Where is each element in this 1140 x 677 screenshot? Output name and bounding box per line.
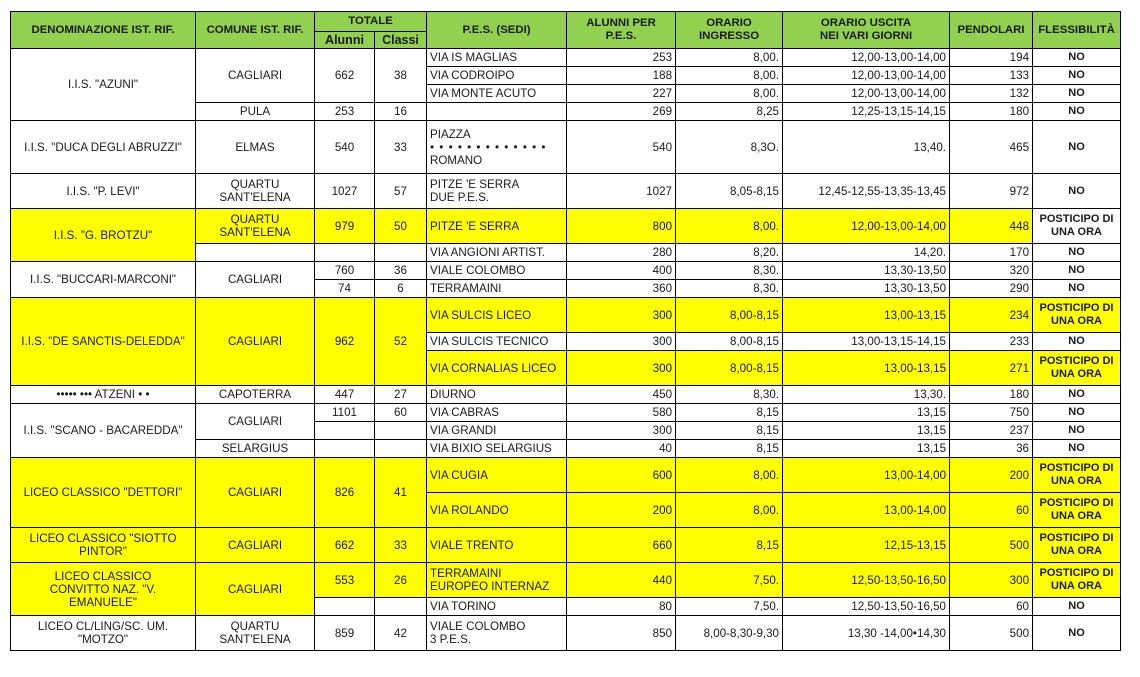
pendolari: 200 [950, 458, 1033, 493]
flessibilita: NO [1033, 174, 1121, 209]
alunni-total: 979 [315, 209, 375, 244]
table-row [11, 298, 1121, 333]
ingresso: 8,00-8,15 [676, 351, 783, 386]
flessibilita: NO [1033, 49, 1121, 67]
pes: VIA BIXIO SELARGIUS [427, 440, 567, 458]
institute-name: ••••• ••• ATZENI • • [11, 386, 196, 404]
classi [375, 422, 427, 440]
alunni-pes: 300 [567, 351, 676, 386]
pendolari: 60 [950, 493, 1033, 528]
table-row [11, 616, 1121, 651]
pendolari: 448 [950, 209, 1033, 244]
alunni-total: 662 [315, 49, 375, 103]
comune: PULA [196, 103, 315, 121]
flessibilita: POSTICIPO DI UNA ORA [1033, 351, 1121, 386]
schools-table-container [10, 11, 1121, 651]
ingresso: 8,00-8,15 [676, 333, 783, 351]
alunni-total: 760 [315, 262, 375, 280]
uscita: 13,40. [783, 121, 950, 174]
pendolari: 271 [950, 351, 1033, 386]
comune: CAGLIARI [196, 563, 315, 616]
table-row [11, 262, 1121, 280]
alunni-pes: 540 [567, 121, 676, 174]
flessibilita: POSTICIPO DI UNA ORA [1033, 209, 1121, 244]
pes: VIA IS MAGLIAS [427, 49, 567, 67]
flessibilita: POSTICIPO DI UNA ORA [1033, 458, 1121, 493]
ingresso: 8,00. [676, 458, 783, 493]
comune: CAGLIARI [196, 49, 315, 103]
flessibilita: NO [1033, 598, 1121, 616]
institute-name: I.I.S. "G. BROTZU" [11, 209, 196, 262]
alunni-pes: 280 [567, 244, 676, 262]
classi [375, 440, 427, 458]
alunni-pes: 300 [567, 422, 676, 440]
comune: CAGLIARI [196, 404, 315, 440]
table-row [11, 174, 1121, 209]
pendolari: 132 [950, 85, 1033, 103]
pendolari: 500 [950, 528, 1033, 563]
institute-name: I.I.S. "P. LEVI" [11, 174, 196, 209]
flessibilita: NO [1033, 422, 1121, 440]
flessibilita: NO [1033, 262, 1121, 280]
classi: 27 [375, 386, 427, 404]
ingresso: 8,25 [676, 103, 783, 121]
pendolari: 750 [950, 404, 1033, 422]
table-row [11, 209, 1121, 244]
pes: VIA CUGIA [427, 458, 567, 493]
table-row [11, 563, 1121, 598]
flessibilita: POSTICIPO DI UNA ORA [1033, 563, 1121, 598]
institute-name: I.I.S. "AZUNI" [11, 49, 196, 121]
pendolari: 234 [950, 298, 1033, 333]
uscita: 13,30-13,50 [783, 280, 950, 298]
pes: VIA SULCIS LICEO [427, 298, 567, 333]
uscita: 13,00-14,00 [783, 493, 950, 528]
pes: VIALE TRENTO [427, 528, 567, 563]
institute-name: LICEO CLASSICO "SIOTTO PINTOR" [11, 528, 196, 563]
classi: 6 [375, 280, 427, 298]
comune: CAGLIARI [196, 262, 315, 298]
pendolari: 290 [950, 280, 1033, 298]
alunni-total: 253 [315, 103, 375, 121]
pendolari: 320 [950, 262, 1033, 280]
alunni-total: 74 [315, 280, 375, 298]
ingresso: 8,15 [676, 440, 783, 458]
alunni-total: 662 [315, 528, 375, 563]
comune: ELMAS [196, 121, 315, 174]
ingresso: 8,00. [676, 493, 783, 528]
uscita: 13,30 -14,00•14,30 [783, 616, 950, 651]
uscita: 13,30. [783, 386, 950, 404]
pendolari: 972 [950, 174, 1033, 209]
uscita: 13,00-13,15 [783, 351, 950, 386]
classi [375, 598, 427, 616]
comune [196, 244, 315, 262]
alunni-total: 826 [315, 458, 375, 528]
pes: VIA ANGIONI ARTIST. [427, 244, 567, 262]
ingresso: 7,50. [676, 598, 783, 616]
table-row [11, 528, 1121, 563]
alunni-total: 859 [315, 616, 375, 651]
comune: QUARTU SANT'ELENA [196, 174, 315, 209]
uscita: 13,15 [783, 422, 950, 440]
alunni-pes: 660 [567, 528, 676, 563]
uscita: 12,00-13,00-14,00 [783, 209, 950, 244]
alunni-total: 1027 [315, 174, 375, 209]
pes: TERRAMAINI [427, 280, 567, 298]
flessibilita: NO [1033, 386, 1121, 404]
ingresso: 8,20. [676, 244, 783, 262]
pendolari: 465 [950, 121, 1033, 174]
ingresso: 8,05-8,15 [676, 174, 783, 209]
classi: 38 [375, 49, 427, 103]
alunni-pes: 850 [567, 616, 676, 651]
classi: 16 [375, 103, 427, 121]
ingresso: 8,00. [676, 49, 783, 67]
uscita: 13,15 [783, 404, 950, 422]
header-totale: TOTALE [315, 12, 427, 32]
classi: 26 [375, 563, 427, 598]
alunni-total: 447 [315, 386, 375, 404]
alunni-pes: 800 [567, 209, 676, 244]
header-row [11, 12, 1121, 32]
uscita: 13,00-13,15 [783, 298, 950, 333]
header-alunni: Alunni [315, 32, 375, 49]
schools-table [10, 11, 1121, 651]
ingresso: 8,00-8,15 [676, 298, 783, 333]
header-alunni-pes: ALUNNI PER P.E.S. [567, 12, 676, 49]
pendolari: 500 [950, 616, 1033, 651]
pes: VIA TORINO [427, 598, 567, 616]
comune: CAGLIARI [196, 298, 315, 386]
header-pes: P.E.S. (SEDI) [427, 12, 567, 49]
alunni-pes: 253 [567, 49, 676, 67]
institute-name: I.I.S. "BUCCARI-MARCONI" [11, 262, 196, 298]
comune: CAGLIARI [196, 458, 315, 528]
alunni-pes: 80 [567, 598, 676, 616]
alunni-pes: 440 [567, 563, 676, 598]
pendolari: 180 [950, 386, 1033, 404]
alunni-total: 553 [315, 563, 375, 598]
header-classi: Classi [375, 32, 427, 49]
ingresso: 8,30. [676, 262, 783, 280]
flessibilita: NO [1033, 121, 1121, 174]
comune: SELARGIUS [196, 440, 315, 458]
alunni-pes: 580 [567, 404, 676, 422]
institute-name: LICEO CLASSICO CONVITTO NAZ. "V. EMANUELE" [11, 563, 196, 616]
uscita: 12,50-13,50-16,50 [783, 598, 950, 616]
alunni-pes: 200 [567, 493, 676, 528]
institute-name: LICEO CL/LING/SC. UM. "MOTZO" [11, 616, 196, 651]
classi: 42 [375, 616, 427, 651]
flessibilita: NO [1033, 67, 1121, 85]
ingresso: 8,15 [676, 528, 783, 563]
alunni-pes: 400 [567, 262, 676, 280]
alunni-pes: 188 [567, 67, 676, 85]
pes: PITZE 'E SERRA DUE P.E.S. [427, 174, 567, 209]
flessibilita: NO [1033, 244, 1121, 262]
uscita: 12,50-13,50-16,50 [783, 563, 950, 598]
uscita: 13,00-14,00 [783, 458, 950, 493]
pendolari: 180 [950, 103, 1033, 121]
uscita: 13,15 [783, 440, 950, 458]
table-row [11, 458, 1121, 493]
pes: VIA CORNALIAS LICEO [427, 351, 567, 386]
classi: 36 [375, 262, 427, 280]
classi: 60 [375, 404, 427, 422]
pendolari: 170 [950, 244, 1033, 262]
pes: VIA SULCIS TECNICO [427, 333, 567, 351]
classi [375, 244, 427, 262]
ingresso: 8,00. [676, 67, 783, 85]
pendolari: 60 [950, 598, 1033, 616]
classi: 33 [375, 528, 427, 563]
alunni-pes: 300 [567, 333, 676, 351]
header-pendolari: PENDOLARI [950, 12, 1033, 49]
ingresso: 8,30. [676, 280, 783, 298]
alunni-total: 962 [315, 298, 375, 386]
table-row [11, 49, 1121, 67]
uscita: 13,00-13,15-14,15 [783, 333, 950, 351]
uscita: 12,00-13,00-14,00 [783, 85, 950, 103]
uscita: 13,30-13,50 [783, 262, 950, 280]
uscita: 12,45-12,55-13,35-13,45 [783, 174, 950, 209]
header-denominazione: DENOMINAZIONE IST. RIF. [11, 12, 196, 49]
uscita: 12,00-13,00-14,00 [783, 67, 950, 85]
ingresso: 8,3O. [676, 121, 783, 174]
flessibilita: NO [1033, 440, 1121, 458]
alunni-total: 1101 [315, 404, 375, 422]
alunni-pes: 600 [567, 458, 676, 493]
flessibilita: NO [1033, 404, 1121, 422]
flessibilita: POSTICIPO DI UNA ORA [1033, 298, 1121, 333]
pes: VIALE COLOMBO 3 P.E.S. [427, 616, 567, 651]
pes: VIA GRANDI [427, 422, 567, 440]
ingresso: 8,30. [676, 386, 783, 404]
header-ingresso: ORARIO INGRESSO [676, 12, 783, 49]
comune: CAPOTERRA [196, 386, 315, 404]
uscita: 12,00-13,00-14,00 [783, 49, 950, 67]
institute-name: LICEO CLASSICO "DETTORI" [11, 458, 196, 528]
pendolari: 36 [950, 440, 1033, 458]
header-uscita: ORARIO USCITA NEI VARI GIORNI [783, 12, 950, 49]
pes: DIURNO [427, 386, 567, 404]
header-comune: COMUNE IST. RIF. [196, 12, 315, 49]
ingresso: 8,00. [676, 209, 783, 244]
pes: TERRAMAINI EUROPEO INTERNAZ [427, 563, 567, 598]
alunni-total: 540 [315, 121, 375, 174]
ingresso: 8,00-8,30-9,30 [676, 616, 783, 651]
uscita: 14,20. [783, 244, 950, 262]
ingresso: 8,15 [676, 422, 783, 440]
classi: 41 [375, 458, 427, 528]
institute-name: I.I.S. "SCANO - BACAREDDA" [11, 404, 196, 458]
flessibilita: NO [1033, 85, 1121, 103]
alunni-pes: 1027 [567, 174, 676, 209]
alunni-pes: 40 [567, 440, 676, 458]
institute-name: I.I.S. "DE SANCTIS-DELEDDA" [11, 298, 196, 386]
pendolari: 194 [950, 49, 1033, 67]
alunni-pes: 360 [567, 280, 676, 298]
alunni-pes: 450 [567, 386, 676, 404]
table-row [11, 404, 1121, 422]
flessibilita: NO [1033, 280, 1121, 298]
table-row [11, 121, 1121, 174]
pes: VIA CODROIPO [427, 67, 567, 85]
pes: PITZE 'E SERRA [427, 209, 567, 244]
alunni-total [315, 244, 375, 262]
classi: 52 [375, 298, 427, 386]
classi: 33 [375, 121, 427, 174]
ingresso: 8,00. [676, 85, 783, 103]
flessibilita: NO [1033, 103, 1121, 121]
alunni-total [315, 422, 375, 440]
table-row [11, 386, 1121, 404]
alunni-pes: 300 [567, 298, 676, 333]
comune: CAGLIARI [196, 528, 315, 563]
classi: 50 [375, 209, 427, 244]
pendolari: 133 [950, 67, 1033, 85]
pes: PIAZZA • • • • • • • • • • • • • ROMANO [427, 121, 567, 174]
flessibilita: POSTICIPO DI UNA ORA [1033, 493, 1121, 528]
header-flessibilita: FLESSIBILITÀ [1033, 12, 1121, 49]
pendolari: 237 [950, 422, 1033, 440]
alunni-pes: 227 [567, 85, 676, 103]
pes: VIA CABRAS [427, 404, 567, 422]
flessibilita: NO [1033, 616, 1121, 651]
uscita: 12,15-13,15 [783, 528, 950, 563]
flessibilita: POSTICIPO DI UNA ORA [1033, 528, 1121, 563]
ingresso: 8,15 [676, 404, 783, 422]
alunni-pes: 269 [567, 103, 676, 121]
uscita: 12,25-13,15-14,15 [783, 103, 950, 121]
alunni-total [315, 598, 375, 616]
alunni-total [315, 440, 375, 458]
pes: VIA ROLANDO [427, 493, 567, 528]
pes: VIA MONTE ACUTO [427, 85, 567, 103]
classi: 57 [375, 174, 427, 209]
ingresso: 7,50. [676, 563, 783, 598]
pes [427, 103, 567, 121]
comune: QUARTU SANT'ELENA [196, 616, 315, 651]
pes: VIALE COLOMBO [427, 262, 567, 280]
comune: QUARTU SANT'ELENA [196, 209, 315, 244]
flessibilita: NO [1033, 333, 1121, 351]
pendolari: 233 [950, 333, 1033, 351]
institute-name: I.I.S. "DUCA DEGLI ABRUZZI" [11, 121, 196, 174]
pendolari: 300 [950, 563, 1033, 598]
